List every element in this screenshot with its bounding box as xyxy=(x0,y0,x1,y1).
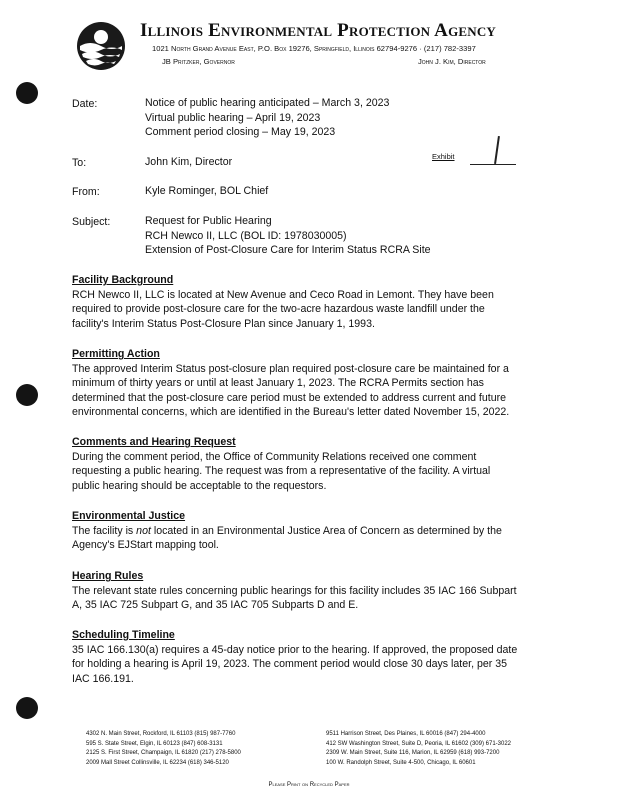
recycled-paper-note: Please Print on Recycled Paper xyxy=(268,782,350,788)
iepa-logo-icon xyxy=(75,20,127,72)
governor-name: JB Pritzker, Governor xyxy=(162,57,235,66)
to-label: To: xyxy=(72,157,87,169)
date-line: Comment period closing – May 19, 2023 xyxy=(145,126,336,138)
section-heading: Hearing Rules xyxy=(72,570,144,582)
section-body: RCH Newco II, LLC is located at New Avenue and Ceco Road in Lemont. They have been required to provide post-closure care for the two-acre hazardous waste landfill under the facility's Interim Status Post-Closure Plan since January 1, 1993. xyxy=(72,288,494,330)
emphasis-text: not xyxy=(136,524,151,537)
section-permitting-action xyxy=(72,347,562,420)
agency-address: 1021 North Grand Avenue East, P.O. Box 19276, Springfield, Illinois 62794-9276 · (217) 782-3397 xyxy=(152,44,476,53)
section-hearing-rules xyxy=(72,569,562,613)
hole-punch-top xyxy=(16,82,38,104)
section-body: During the comment period, the Office of Community Relations received one comment requesting a public hearing. The request was from a representative of the facility. A virtual public hearing should be acceptable to the requestors. xyxy=(72,450,491,492)
exhibit-underline xyxy=(470,164,516,165)
agency-name: Illinois Environmental Protection Agency xyxy=(140,20,497,41)
subject-label: Subject: xyxy=(72,216,111,228)
section-body: 35 IAC 166.130(a) requires a 45-day notice prior to the hearing. If approved, the proposed date for holding a hearing is April 19, 2023. The comment period would close 30 days later, per 35 IAC 166.191. xyxy=(72,643,518,685)
date-line: Notice of public hearing anticipated – March 3, 2023 xyxy=(145,97,390,109)
director-name: John J. Kim, Director xyxy=(418,57,486,66)
section-heading: Comments and Hearing Request xyxy=(72,436,236,448)
date-block xyxy=(145,96,389,140)
subject-line: Extension of Post-Closure Care for Interim Status RCRA Site xyxy=(145,244,431,256)
section-heading: Facility Background xyxy=(72,274,174,286)
section-heading: Scheduling Timeline xyxy=(72,629,175,641)
from-value: Kyle Rominger, BOL Chief xyxy=(145,185,269,197)
subject-line: RCH Newco II, LLC (BOL ID: 1978030005) xyxy=(145,229,347,242)
to-value: John Kim, Director xyxy=(145,156,233,168)
section-heading: Environmental Justice xyxy=(72,510,186,522)
hole-punch-bottom xyxy=(16,697,38,719)
footer-offices-left: 4302 N. Main Street, Rockford, IL 61103 (815) 987-7760 595 S. State Street, Elgin, IL 60123 (847) 608-3131 2125 S. First Street, Champaign, IL 61820 (217) 278-5800 2009 Mall Street Collinsville, IL 62234 (618) 346-5120 xyxy=(86,731,241,766)
section-body xyxy=(72,524,562,553)
from-label: From: xyxy=(72,186,100,198)
section-comments-hearing-request xyxy=(72,435,562,493)
subject-block xyxy=(145,214,431,258)
section-body: The approved Interim Status post-closure plan required post-closure care be maintained for a minimum of thirty years or until at least January 1, 2023. The RCRA Permits section has determined that the post-closure care period must be extended to address current and future environmental concerns, which are identified in the Bureau's letter dated November 15, 2022. xyxy=(72,362,510,418)
footer-offices-right: 9511 Harrison Street, Des Plaines, IL 60016 (847) 294-4000 412 SW Washington Street, Suite D, Peoria, IL 61602 (309) 671-3022 2309 W. Main Street, Suite 116, Marion, IL 62959 (618) 993-7200 100 W. Randolph Street, Suite 4-500, Chicago, IL 60601 xyxy=(326,731,511,766)
section-facility-background xyxy=(72,273,562,331)
date-label: Date: xyxy=(72,98,98,110)
date-line: Virtual public hearing – April 19, 2023 xyxy=(145,111,321,124)
exhibit-handwritten-mark xyxy=(494,136,499,164)
section-scheduling-timeline xyxy=(72,628,562,686)
body-text: located in an Environmental Justice Area of Concern as determined by the Agency's EJStart mapping tool. xyxy=(72,524,502,551)
section-body: The relevant state rules concerning public hearings for this facility includes 35 IAC 166 Subpart A, 35 IAC 725 Subpart G, and 35 IAC 705 Subparts D and E. xyxy=(72,584,517,611)
section-heading: Permitting Action xyxy=(72,348,160,360)
subject-line: Request for Public Hearing xyxy=(145,215,272,227)
exhibit-stamp: Exhibit xyxy=(432,152,455,161)
section-environmental-justice xyxy=(72,509,562,553)
body-text: The facility is xyxy=(72,524,137,537)
hole-punch-middle xyxy=(16,384,38,406)
